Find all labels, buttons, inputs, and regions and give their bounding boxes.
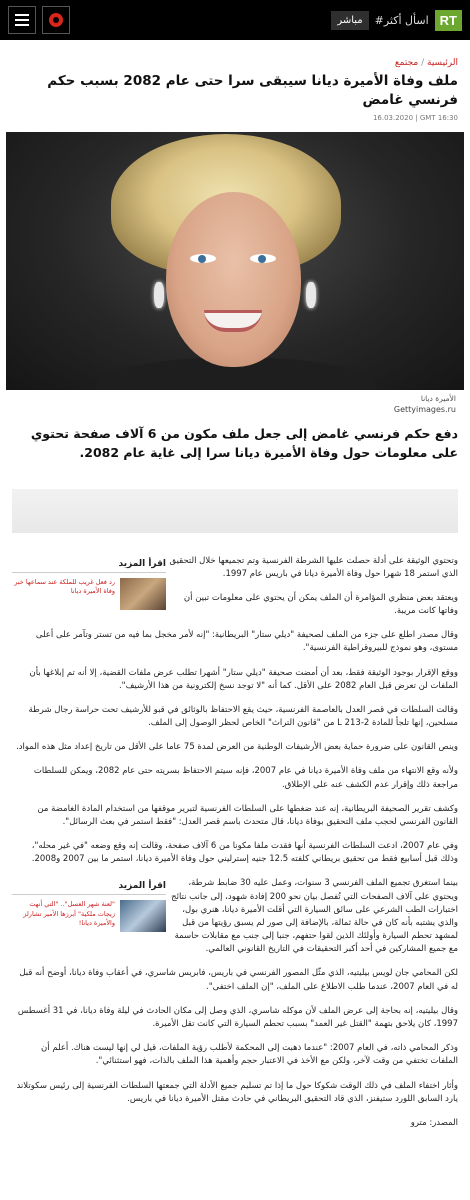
read-more-title: اقرأ المزيد — [12, 559, 166, 573]
article-headline: ملف وفاة الأميرة ديانا سيبقى سرا حتى عام 2082 بسبب حكم فرنسي غامض — [47, 73, 458, 108]
article-paragraph: ووقع الإقرار بوجود الوثيقة فقط، بعد أن أمضت صحيفة "ديلي ستار" أشهرا تطلب عرض ملفات القضية، إلا أنه تم إبلاغها بأن الملفات لن تعرض قبل العام 2082 على الأقل. كما أنه "لا توجد نسخ إلكترونية من هذا الأرشيف". — [29, 667, 458, 691]
settings-button[interactable] — [42, 6, 70, 34]
article-paragraph: وقال مصدر اطلع على جزء من الملف لصحيفة "ديلي ستار" البريطانية: "إنه لأمر مخجل بما فيه من تستر وتآمر على أعلى مستوى، وهو نموذج للبيروقراطية الفرنسية". — [35, 630, 458, 654]
breadcrumb-home[interactable]: الرئيسية — [427, 58, 458, 68]
tagline: #اسأل أكثر — [374, 13, 429, 27]
article-date: 16.03.2020 | GMT 16:30 — [372, 113, 458, 122]
top-bar — [0, 0, 470, 40]
article-paragraph: وأثار اختفاء الملف في ذلك الوقت شكوكا حول ما إذا تم تسليم جميع الأدلة التي جمعتها السلطات الفرنسية إلى رئيس سكوتلاند يارد السابق اللورد ستيفنز، الذي قاد التحقيق البريطاني في حادث مقتل الأميرة ديانا في باريس. — [16, 1080, 458, 1104]
read-more-thumbnail[interactable] — [120, 900, 166, 932]
article-source: المصدر: مترو — [410, 1117, 458, 1128]
article-paragraph: وكشف تقرير الصحيفة البريطانية، إنه عند ضغطها على السلطات الفرنسية لتبرير موقفها من استخدام المادة الغامضة من القانون الفرنسي لحجب ملف التحقيق بوفاة ديانا، قال متحدث باسم قصر العدل: "فقط استمر في بعث الرسائل". — [37, 803, 458, 827]
photo-eye-right — [250, 254, 276, 263]
read-more-link[interactable]: رد فعل غريب للملكة عند سماعها خبر وفاة الأميرة ديانا — [14, 577, 115, 595]
photo-earring-right — [306, 282, 316, 308]
gear-icon — [49, 13, 63, 27]
article-paragraph: وقالت السلطات في قصر العدل بالعاصمة الفرنسية، حيث يقع الاحتفاظ بالوثائق في قبو للأرشيف تحت حراسة رجال شرطة مسلحين، إنها تلجأ للمادة 2-213 L من "قانون التراث" الخاص لحظر الوصول إلى الملف. — [28, 704, 458, 729]
topbar-left-controls — [8, 6, 70, 34]
read-more-box[interactable] — [12, 881, 166, 932]
breadcrumb-section[interactable]: مجتمع — [394, 58, 419, 68]
image-credit: Gettyimages.ru — [393, 404, 456, 414]
read-more-title: اقرأ المزيد — [12, 881, 166, 895]
read-more-item[interactable] — [12, 900, 166, 932]
article-paragraph: بينما استغرق تجميع الملف الفرنسي 3 سنوات، وعمل عليه 30 ضابط شرطة، ويحتوي على آلاف الصفحات التي تُفصل بيان نحو 200 إفادة شهود، إلى جانب نتائج اختبارات الطب الشرعي على سائق السيارة التي أقلت الأميرة ديانا، هنري بول، والذي يشتبه بأنه كان في حالة ثمالة، بالإضافة إلى صور لم يسبق رؤيتها من قبل لمشهد تحطم السيارة وأولئك الذين لقوا حتفهم، جنبا إلى جنب مع مقابلات حاسمة مع جميع المشاركين في أحد أكبر التحقيقات في التاريخ القانوني العالمي. — [171, 878, 458, 955]
article-paragraph: وقال بيليتيه، إنه بحاجة إلى عرض الملف لأن موكله شاسري، الذي وصل إلى مكان الحادث في ليلة وفاة ديانا، في 31 أغسطس 1997، كان يلاحق بتهمة "القتل غير العمد" بسبب تحطم السيارة التي كانت تقل الأميرة. — [17, 1005, 458, 1029]
article-lead: دفع حكم فرنسي غامض إلى جعل ملف مكون من 6 آلاف صفحة تحتوي على معلومات حول وفاة الأميرة ديانا سرا إلى غاية عام 2082. — [30, 425, 458, 461]
read-more-thumbnail[interactable] — [120, 578, 166, 610]
photo-face — [166, 192, 301, 367]
ad-placeholder — [12, 489, 458, 533]
read-more-box[interactable] — [12, 559, 166, 610]
article-paragraph: ويعتقد بعض منظري المؤامرة أن الملف يمكن أن يحتوي على معلومات تبين أن وفاتها كانت مريبة. — [183, 592, 458, 617]
read-more-item[interactable] — [12, 578, 166, 610]
rt-logo[interactable]: RT — [435, 10, 462, 31]
photo-eye-left — [190, 254, 216, 263]
article-paragraph: لكن المحامي جان لويس بيليتيه، الذي مثّل المصور الفرنسي في باريس، فابريس شاسري، في أعقاب وفاة ديانا، أوضح أنه قبل له في العام 2007، عندما طلب الاطلاع على الملف، "إن الملف اختفى". — [19, 968, 458, 992]
photo-earring-left — [154, 282, 164, 308]
article-photo — [6, 132, 464, 390]
article-paragraph: وتحتوي الوثيقة على أدلة حصلت عليها الشرطة الفرنسية وتم تجميعها خلال التحقيق الذي استمر 18 شهرا حول وفاة الأميرة ديانا في باريس عام 1997. — [169, 555, 458, 579]
image-caption: الأميرة ديانا — [420, 393, 456, 403]
photo-smile — [204, 310, 262, 332]
article-paragraph: وفي عام 2007، ادعت السلطات الفرنسية أنها فقدت ملفا مكونا من 6 آلاف صفحة، وقالت إنه وقع وضعه "في غير محله"، وذلك قبل أسابيع فقط من تحقيق بريطاني كلفته 12.5 جنيه إسترليني حول وفاة الأميرة ديانا، استمر ما بين 2007 و2008. — [31, 841, 458, 865]
breadcrumb — [0, 40, 470, 72]
article-paragraph: ولأنه وقع الانتهاء من ملف وفاة الأميرة ديانا في عام 2007، فإنه سيتم الاحتفاظ بسريته حتى عام 2082، ويمكن للسلطات مراجعة ذلك وإقرار عدم الكشف عنه على الإطلاق. — [33, 766, 458, 790]
article-paragraph: وينص القانون على ضرورة حماية بعض الأرشيفات الوطنية من العرض لمدة 75 عاما على الأقل من تاريخ إعداد مثل هذه المواد. — [16, 742, 458, 753]
live-button[interactable]: مباشر — [331, 11, 368, 30]
menu-button[interactable] — [8, 6, 36, 34]
breadcrumb-separator: / — [421, 58, 425, 68]
hamburger-icon — [15, 14, 29, 26]
topbar-brand — [331, 10, 462, 31]
article-paragraph: وذكر المحامي ذاته، في العام 2007: "عندما ذهبت إلى المحكمة لأطلب رؤية الملفات، قيل لي إنها ليست هناك. أعلم أن الملفات تختفي من وقت لآخر، ولكن مع الأخذ في الاعتبار حجم وأهمية هذا الملف بالذات، فهو استثنائي". — [41, 1043, 458, 1067]
read-more-link[interactable]: "لعنة شهر العسل".. "التي أنهت زيجات ملكية" أبرزها الأمير تشارلز والأميرة ديانا! — [23, 900, 115, 928]
